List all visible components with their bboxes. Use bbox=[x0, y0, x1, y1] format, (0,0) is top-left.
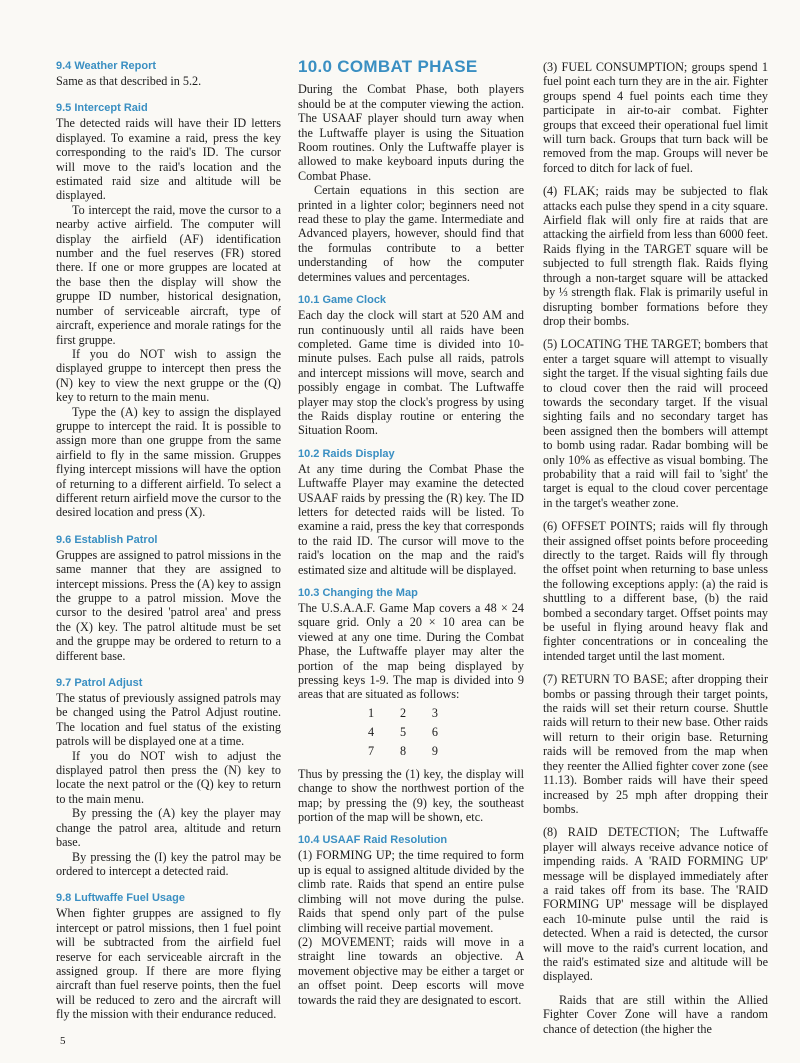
section-heading: 9.6 Establish Patrol bbox=[56, 533, 158, 546]
grid-row bbox=[368, 742, 438, 761]
paragraph: The detected raids will have their ID letters displayed. To examine a raid, press the key corresponding to the raid's ID. The cursor will move to the raid's location and the estimated raid size and altitude will be displayed. bbox=[56, 116, 281, 203]
grid-cell: 7 bbox=[368, 743, 375, 758]
paragraph: Gruppes are assigned to patrol missions in the same manner that they are assigned to intercept missions. Press the (A) key to assign the gruppe to a patrol mission. Move the cursor to the desired 'patrol area' and press the (X) key. The patrol altitude must be set and the gruppe may be ordered to return to a different base. bbox=[56, 547, 281, 663]
grid-cell: 4 bbox=[368, 724, 375, 739]
section-heading: 10.2 Raids Display bbox=[298, 447, 395, 460]
section-heading: 9.8 Luftwaffe Fuel Usage bbox=[56, 892, 185, 905]
section-heading: 9.7 Patrol Adjust bbox=[56, 677, 143, 690]
column-middle bbox=[298, 57, 524, 1017]
grid-cell: 9 bbox=[431, 743, 438, 758]
paragraph: Type the (A) key to assign the displayed gruppe to intercept the raid. It is possible to assign more than one gruppe from the same airfield to fly in the same mission. Gruppes flying intercept missions will have the option of returning to a different airfield. To select a different return airfield move the cursor to the desired location and press (X). bbox=[56, 404, 281, 520]
paragraph: Raids that are still within the Allied Fighter Cover Zone will have a random chance of detection (the higher the bbox=[543, 992, 768, 1036]
section-heading: 9.5 Intercept Raid bbox=[56, 102, 148, 115]
paragraph: The U.S.A.A.F. Game Map covers a 48 × 24 square grid. Only a 20 × 10 area can be viewed at any one time. During the Combat Phase, the Luftwaffe player may alter the portion of the map being displayed by pressing keys 1-9. The map is divided into 9 areas that are situated as follows: bbox=[298, 601, 524, 702]
grid-row bbox=[368, 723, 438, 742]
section-10-2 bbox=[298, 448, 524, 577]
paragraph: During the Combat Phase, both players should be at the computer viewing the action. The USAAF player should turn away when the Luftwaffe player is using the Situation Room routines. Only the Luftwaffe player is allowed to make keyboard inputs during the Combat Phase. bbox=[298, 82, 524, 183]
paragraph: When fighter gruppes are assigned to fly intercept or patrol missions, then 1 fuel point will be subtracted from the airfield fuel reserve for each serviceable aircraft in the assigned group. If there are more flying aircraft than fuel reserve points, then the fuel will be reduced to zero and the aircraft will fly the mission with their endurance reduced. bbox=[56, 906, 281, 1022]
paragraph: By pressing the (A) key the player may change the patrol area, altitude and return base. bbox=[56, 806, 281, 850]
paragraph: To intercept the raid, move the cursor to a nearby active airfield. The computer will display the airfield (AF) identification number and the fuel reserves (FR) stored there. If one or more gruppes are located at the base then the display will show the gruppe ID number, historical designation, number of serviceable aircraft, type of aircraft, experience and morale ratings for the first gruppe. bbox=[56, 202, 281, 347]
paragraph-fuel-consumption: (3) FUEL CONSUMPTION; groups spend 1 fuel point each turn they are in the air. Fighter groups spend 4 fuel points each time they participate in air-to-air combat. Fighter groups that exceed their operational fuel limit will turn back. Groups that turn back will be removed from the map. Groups will never be forced to ditch for lack of fuel. bbox=[543, 60, 768, 175]
paragraph-locating-target: (5) LOCATING THE TARGET; bombers that enter a target square will attempt to visually sight the target. If the visual sighting fails due to cloud cover then the raid will proceed towards the secondary target. If the visual sighting fails and no secondary target has been assigned then the bombers will attempt to bomb using radar. Radar bombing will be only 10% as effective as visual bombing. The probability that a raid will fail to 'sight' the target is equal to the cloud cover percentage in the target's weather zone. bbox=[543, 337, 768, 510]
section-9-5 bbox=[56, 102, 281, 519]
section-10-3 bbox=[298, 587, 524, 824]
paragraph-offset-points: (6) OFFSET POINTS; raids will fly through their assigned offset points before proceeding directly to the target. Raids will fly through the offset point when returning to base unless the following exceptions apply: (a) the raid is shuttling to a different base, (b) the raid bombed a secondary target. Offset points may be useful in flying around heavy flak and fighter concentrations or in concealing the intended target until the last moment. bbox=[543, 519, 768, 663]
section-9-8 bbox=[56, 892, 281, 1021]
paragraph: Certain equations in this section are printed in a lighter color; beginners need not read these to play the game. Intermediate and Advanced players, however, should find that the formulas contribute to a better understanding of how the computer determines values and percentages. bbox=[298, 183, 524, 284]
paragraph-flak: (4) FLAK; raids may be subjected to flak attacks each pulse they spend in a city square. Airfield flak will only fire at raids that are attacking the airfield from less than 6000 feet. Raids flying in the TARGET square will be subjected to full strength flak. Raids flying through a non-target square will be attacked by ⅓ strength flak. Flak is primarily useful in disrupting bomber formations before they drop their bombs. bbox=[543, 184, 768, 328]
paragraph: (1) FORMING UP; the time required to form up is equal to assigned altitude divided by the climb rate. Raids that spend an entire pulse climbing will not move during the pulse. Raids that spend only part of the pulse climbing will receive partial movement. bbox=[298, 848, 524, 935]
section-heading: 10.1 Game Clock bbox=[298, 294, 387, 307]
paragraph: Same as that described in 5.2. bbox=[56, 74, 202, 88]
grid-cell: 2 bbox=[399, 705, 407, 720]
paragraph-return-to-base: (7) RETURN TO BASE; after dropping their bombs or passing through their target points, the raids will set their return course. Shuttle raids will return to their new base. Other raids will return to their origin base. Returning raids will be removed from the map when they reenter the Allied fighter cover zone (see 11.13). Bomber raids will have their speed increased by 25 mph after dropping their bombs. bbox=[543, 672, 768, 816]
paragraph: Each day the clock will start at 520 AM and run continuously until all raids have been completed. Game time is divided into 10-minute pulses. Each pulse all raids, patrols and intercept missions will move, search and possibly engage in combat. The Luftwaffe player may stop the clock's progress by using the Raids display routine or entering the Situation Room. bbox=[298, 308, 524, 438]
grid-cell: 3 bbox=[431, 705, 438, 720]
section-9-4 bbox=[56, 60, 281, 88]
page-number: 5 bbox=[60, 1035, 66, 1047]
grid-cell: 6 bbox=[431, 724, 438, 739]
paragraph: If you do NOT wish to adjust the displayed patrol then press the (N) key to locate the next patrol or the (Q) key to return to the main menu. bbox=[56, 748, 281, 806]
section-9-6 bbox=[56, 534, 281, 663]
paragraph-raid-detection: (8) RAID DETECTION; The Luftwaffe player will always receive advance notice of impending raids. A 'RAID FORMING UP' message will be displayed immediately after a raid takes off from its base. The 'RAID FORMING UP' message will be displayed each 10-minute pulse until the raid is detected. When a raid is detected, the cursor will move to the raid's current location, and the raid's estimated size and altitude will be displayed. bbox=[543, 825, 768, 984]
grid-cell: 1 bbox=[368, 705, 375, 720]
paragraph: At any time during the Combat Phase the Luftwaffe Player may examine the detected USAAF raids by pressing the (R) key. The ID letters for detected raids will be listed. To examine a raid, press the key that corresponds to the raid ID. The cursor will move to the raid's location on the map and the raid's estimated size and altitude will be displayed. bbox=[298, 461, 524, 577]
column-left bbox=[56, 60, 281, 1036]
section-heading: 9.4 Weather Report bbox=[56, 60, 157, 72]
paragraph: Thus by pressing the (1) key, the display will change to show the northwest portion of the map; by pressing the (9) key, the southeast portion of the map will be shown, etc. bbox=[298, 766, 524, 825]
paragraph: If you do NOT wish to assign the displayed gruppe to intercept then press the (N) key to view the next gruppe or the (Q) key to return to the main menu. bbox=[56, 346, 281, 405]
paragraph: (2) MOVEMENT; raids will move in a straight line towards an objective. A movement objective may be either a target or an offset point. Deep escorts will move towards the raid they are designated to escort. bbox=[298, 934, 524, 1007]
chapter-title: 10.0 COMBAT PHASE bbox=[298, 57, 478, 76]
column-right bbox=[543, 60, 768, 1045]
map-area-grid bbox=[368, 704, 438, 761]
section-9-7 bbox=[56, 677, 281, 878]
paragraph: The status of previously assigned patrols may be changed using the Patrol Adjust routine. The location and fuel status of the existing patrols will be displayed one at a time. bbox=[56, 691, 281, 749]
grid-cell: 8 bbox=[399, 743, 407, 758]
section-10-1 bbox=[298, 294, 524, 438]
section-heading: 10.4 USAAF Raid Resolution bbox=[298, 834, 448, 847]
grid-cell: 5 bbox=[399, 724, 407, 739]
paragraph: By pressing the (I) key the patrol may be ordered to intercept a detected raid. bbox=[56, 849, 281, 878]
grid-row bbox=[368, 704, 438, 723]
section-heading: 10.3 Changing the Map bbox=[298, 587, 418, 599]
section-10-4 bbox=[298, 834, 524, 1006]
